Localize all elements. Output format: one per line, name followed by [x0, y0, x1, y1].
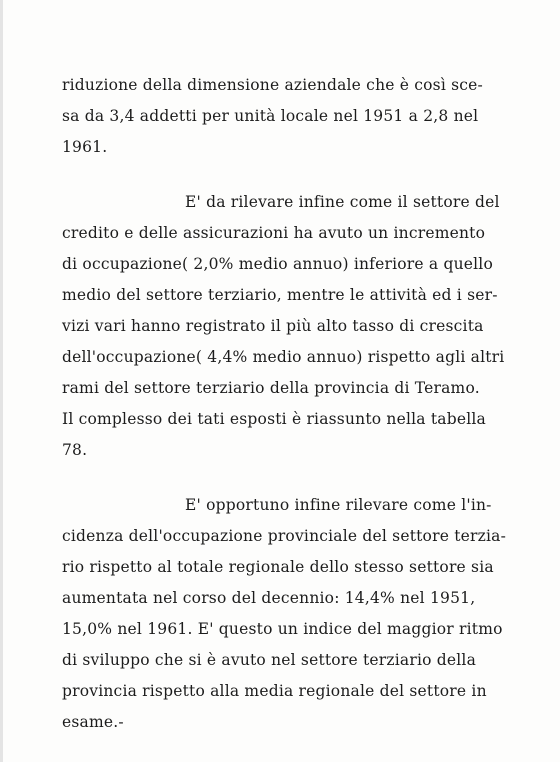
- text-line: di occupazione( 2,0% medio annuo) inferiore a quello: [62, 255, 493, 273]
- text-line: sa da 3,4 addetti per unità locale nel 1951 a 2,8 nel: [62, 107, 479, 125]
- text-line: rami del settore terziario della provincia di Teramo.: [62, 379, 480, 397]
- paragraph-2: [62, 187, 542, 466]
- text-line: dell'occupazione( 4,4% medio annuo) rispetto agli altri: [62, 348, 505, 366]
- text-line: provincia rispetto alla media regionale del settore in: [62, 682, 487, 700]
- text-line: rio rispetto al totale regionale dello stesso settore sia: [62, 558, 494, 576]
- text-line: credito e delle assicurazioni ha avuto un incremento: [62, 224, 486, 242]
- text-line: Il complesso dei tati esposti è riassunto nella tabella: [62, 410, 486, 428]
- text-line: E' da rilevare infine come il settore del: [185, 193, 500, 211]
- text-line: cidenza dell'occupazione provinciale del settore terzia-: [62, 527, 507, 545]
- page-edge-shadow: [0, 0, 3, 762]
- document-body: [62, 70, 542, 738]
- paragraph-1: [62, 70, 542, 163]
- text-line: 1961.: [62, 138, 108, 156]
- paragraph-3: [62, 490, 542, 738]
- text-line: esame.-: [62, 713, 124, 731]
- text-line: 78.: [62, 441, 88, 459]
- text-line: riduzione della dimensione aziendale che è così sce-: [62, 76, 483, 94]
- text-line: di sviluppo che si è avuto nel settore terziario della: [62, 651, 477, 669]
- text-line: E' opportuno infine rilevare come l'in-: [185, 496, 492, 514]
- text-line: medio del settore terziario, mentre le attività ed i ser-: [62, 286, 498, 304]
- text-line: aumentata nel corso del decennio: 14,4% nel 1951,: [62, 589, 476, 607]
- text-line: vizi vari hanno registrato il più alto tasso di crescita: [62, 317, 484, 335]
- text-line: 15,0% nel 1961. E' questo un indice del maggior ritmo: [62, 620, 503, 638]
